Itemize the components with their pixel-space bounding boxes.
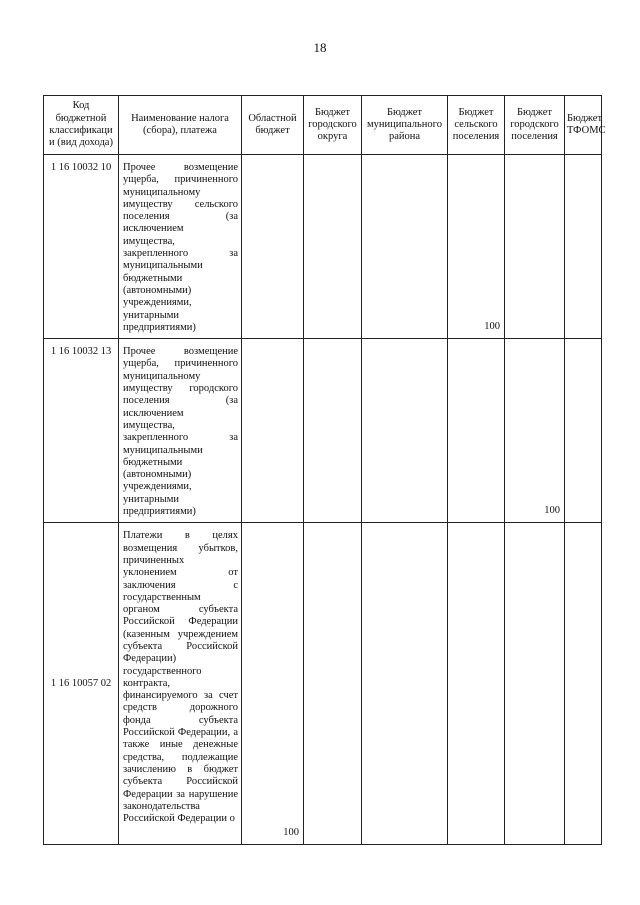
row-name: Платежи в целях возмещения убытков, причиненных уклонением от заключения с государственным органом субъекта Российской Федерации (казенным учреждением субъекта Российской Федерации) государственного контракта, финансируемого за счет средств дорожного фонда субъекта Российской Федерации, а также иные денежные средства, подлежащие зачислению в бюджет субъекта Российской Федерации за нарушение законодательства Российской Федерации о	[119, 523, 242, 845]
table-row	[44, 155, 602, 339]
cell-city-district	[304, 339, 362, 523]
cell-tfoms	[565, 155, 602, 339]
cell-urban-settlement	[505, 155, 565, 339]
header-row	[44, 96, 602, 155]
cell-municipal-district	[362, 155, 448, 339]
cell-rural-settlement: 100	[448, 155, 505, 339]
budget-distribution-table	[43, 95, 606, 845]
cell-rural-settlement	[448, 523, 505, 845]
header-municipal-district-budget: Бюджет муниципального района	[362, 96, 448, 155]
row-code: 1 16 10032 10	[44, 155, 119, 339]
header-regional-budget: Областной бюджет	[242, 96, 304, 155]
cell-municipal-district	[362, 339, 448, 523]
header-urban-settlement-budget: Бюджет городского поселения	[505, 96, 565, 155]
header-tfoms-budget: Бюджет ТФОМС	[565, 96, 602, 155]
row-name: Прочее возмещение ущерба, причиненного муниципальному имуществу сельского поселения (за исключением имущества, закрепленного за муниципальными бюджетными (автономными) учреждениями, унитарными предприятиями)	[119, 155, 242, 339]
cell-city-district	[304, 155, 362, 339]
row-code: 1 16 10057 02	[44, 523, 119, 845]
row-code: 1 16 10032 13	[44, 339, 119, 523]
cell-regional	[242, 155, 304, 339]
cell-tfoms	[565, 339, 602, 523]
cell-city-district	[304, 523, 362, 845]
row-name: Прочее возмещение ущерба, причиненного муниципальному имуществу городского поселения (за исключением имущества, закрепленного за муниципальными бюджетными (автономными) учреждениями, унитарными предприятиями)	[119, 339, 242, 523]
cell-municipal-district	[362, 523, 448, 845]
table-row	[44, 523, 602, 845]
table-row	[44, 339, 602, 523]
header-rural-settlement-budget: Бюджет сельского поселения	[448, 96, 505, 155]
cell-regional	[242, 339, 304, 523]
page-number: 18	[313, 40, 327, 55]
header-city-district-budget: Бюджет городского округа	[304, 96, 362, 155]
cell-regional: 100	[242, 523, 304, 845]
header-code: Код бюджетной классификаци и (вид дохода)	[44, 96, 119, 155]
cell-urban-settlement	[505, 523, 565, 845]
cell-tfoms	[565, 523, 602, 845]
cell-rural-settlement	[448, 339, 505, 523]
cell-urban-settlement: 100	[505, 339, 565, 523]
header-name: Наименование налога (сбора), платежа	[119, 96, 242, 155]
